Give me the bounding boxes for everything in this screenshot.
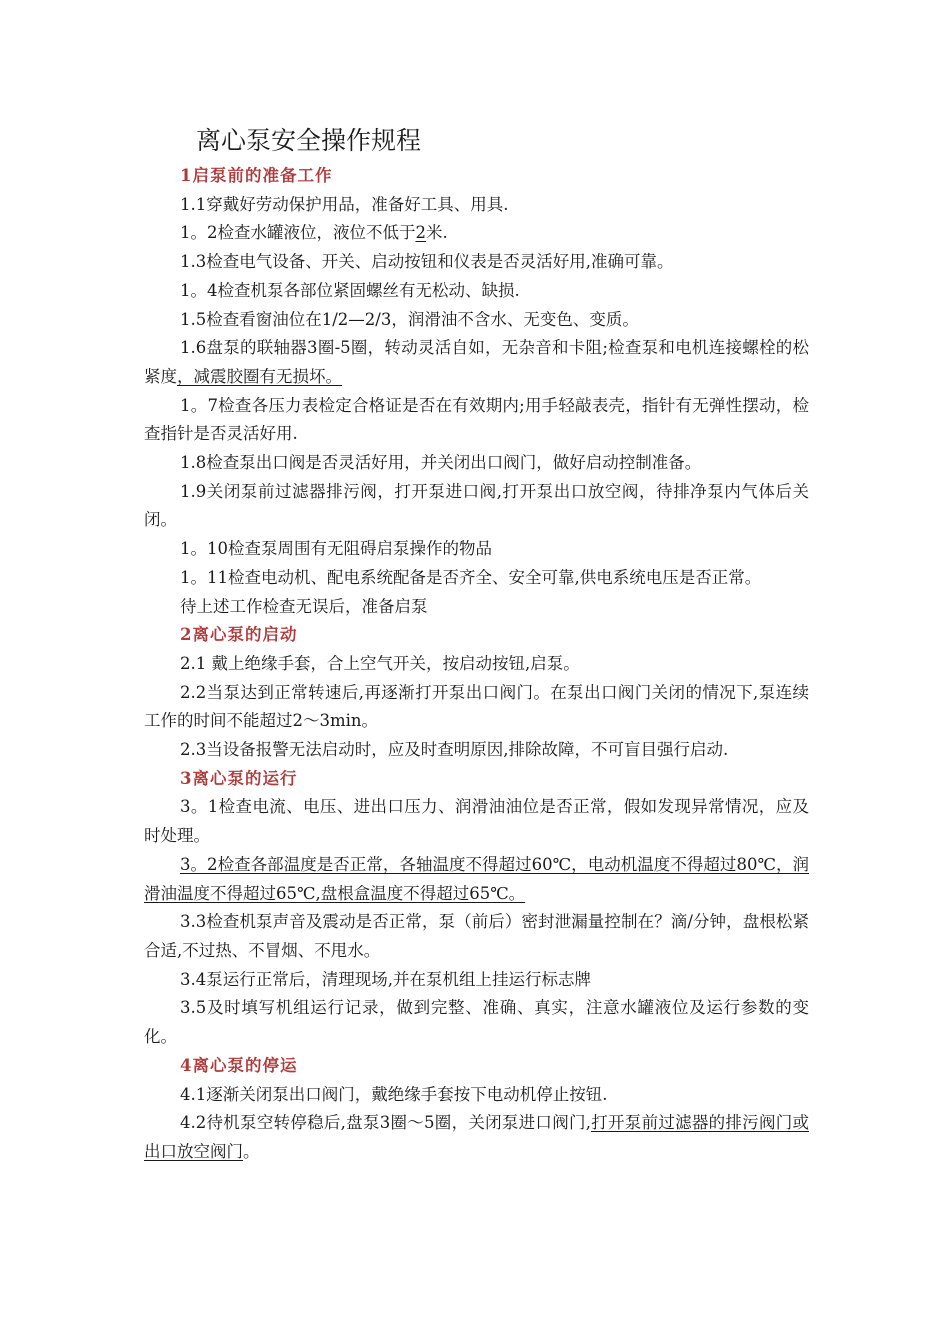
underlined-text: 3。2检查各部温度是否正常，各轴温度不得超过60℃，电动机温度不得超过80℃，润滑油温度不得超过65℃,盘根盒温度不得超过65℃。 (144, 854, 809, 903)
item-text: 2.3当设备报警无法启动时，应及时查明原因,排除故障，不可盲目强行启动. (180, 740, 729, 760)
section-item (144, 736, 809, 765)
item-text: 2.1 戴上绝缘手套，合上空气开关，按启动按钮,启泵。 (180, 653, 580, 673)
item-text: 1.3检查电气设备、开关、启动按钮和仪表是否灵活好用,准确可靠。 (180, 252, 674, 272)
section-item (144, 306, 809, 335)
section-item (144, 334, 809, 391)
item-text: 4.2待机泵空转停稳后,盘泵3圈～5圈，关闭泵进口阀门, (180, 1113, 591, 1133)
section-item (144, 593, 809, 622)
section-item (144, 851, 809, 908)
item-text: 3。1检查电流、电压、进出口压力、润滑油油位是否正常，假如发现异常情况，应及时处理。 (144, 797, 809, 846)
section-item (144, 564, 809, 593)
section-heading: 1启泵前的准备工作 (180, 166, 333, 185)
section-item (144, 994, 809, 1051)
section-heading: 4离心泵的停运 (180, 1055, 298, 1075)
item-text: 3.5及时填写机组运行记录，做到完整、准确、真实，注意水罐液位及运行参数的变化。 (144, 998, 809, 1047)
item-text: 1。10检查泵周围有无阻碍启泵操作的物品 (180, 539, 492, 559)
item-text: 待上述工作检查无误后，准备启泵 (180, 596, 428, 616)
underlined-text: ，减震胶圈有无损坏。 (177, 366, 342, 386)
document-title: 离心泵安全操作规程 (196, 126, 422, 155)
section-heading: 3离心泵的运行 (180, 768, 298, 788)
item-text: 4.1逐渐关闭泵出口阀门，戴绝缘手套按下电动机停止按钮. (180, 1084, 608, 1104)
section-item (144, 449, 809, 478)
section-item (144, 191, 809, 220)
document-sections (144, 162, 809, 1167)
section-item (144, 679, 809, 736)
section-item (144, 650, 809, 679)
section-item (144, 219, 809, 248)
item-text: 1.5检查看窗油位在1/2—2/3，润滑油不含水、无变色、变质。 (180, 309, 639, 329)
section-item (144, 1081, 809, 1110)
section-item (144, 392, 809, 449)
section-item (144, 248, 809, 277)
item-text: 米. (426, 223, 448, 243)
item-text: 1.1穿戴好劳动保护用品，准备好工具、用具. (180, 194, 509, 214)
item-text: 1.9关闭泵前过滤器排污阀，打开泵进口阀,打开泵出口放空阀，待排净泵内气体后关闭。 (144, 481, 809, 530)
document-body (144, 124, 809, 1167)
underlined-text: 2 (415, 223, 426, 243)
section-heading: 2离心泵的启动 (180, 625, 298, 645)
item-text: 1。7检查各压力表检定合格证是否在有效期内;用手轻敲表壳，指针有无弹性摆动，检查指针是否灵活好用. (144, 395, 809, 444)
section-item (144, 535, 809, 564)
section-item (144, 478, 809, 535)
section-item (144, 1109, 809, 1166)
underlined-text: 打开泵前过滤器的排污阀门或出口放空阀门 (144, 1113, 809, 1161)
item-text: 2.2当泵达到正常转速后,再逐渐打开泵出口阀门。在泵出口阀门关闭的情况下,泵连续工作的时间不能超过2～3min。 (144, 682, 809, 731)
item-text: 。 (243, 1141, 260, 1161)
item-text: 1.6盘泵的联轴器3圈-5圈，转动灵活自如，无杂音和卡阻;检查泵和电机连接螺栓的松紧度 (144, 338, 809, 386)
item-text: 3.3检查机泵声音及震动是否正常，泵（前后）密封泄漏量控制在？滴/分钟，盘根松紧合适,不过热、不冒烟、不甩水。 (144, 912, 809, 960)
item-text: 1。2检查水罐液位，液位不低于 (180, 223, 416, 243)
section-item (144, 793, 809, 850)
section-item (144, 966, 809, 995)
item-text: 1。11检查电动机、配电系统配备是否齐全、安全可靠,供电系统电压是否正常。 (180, 567, 762, 587)
section-item (144, 908, 809, 965)
item-text: 1。4检查机泵各部位紧固螺丝有无松动、缺损. (180, 280, 520, 300)
item-text: 1.8检查泵出口阀是否灵活好用，并关闭出口阀门，做好启动控制准备。 (180, 453, 702, 473)
item-text: 3.4泵运行正常后，清理现场,并在泵机组上挂运行标志牌 (180, 969, 591, 989)
section-item (144, 277, 809, 306)
